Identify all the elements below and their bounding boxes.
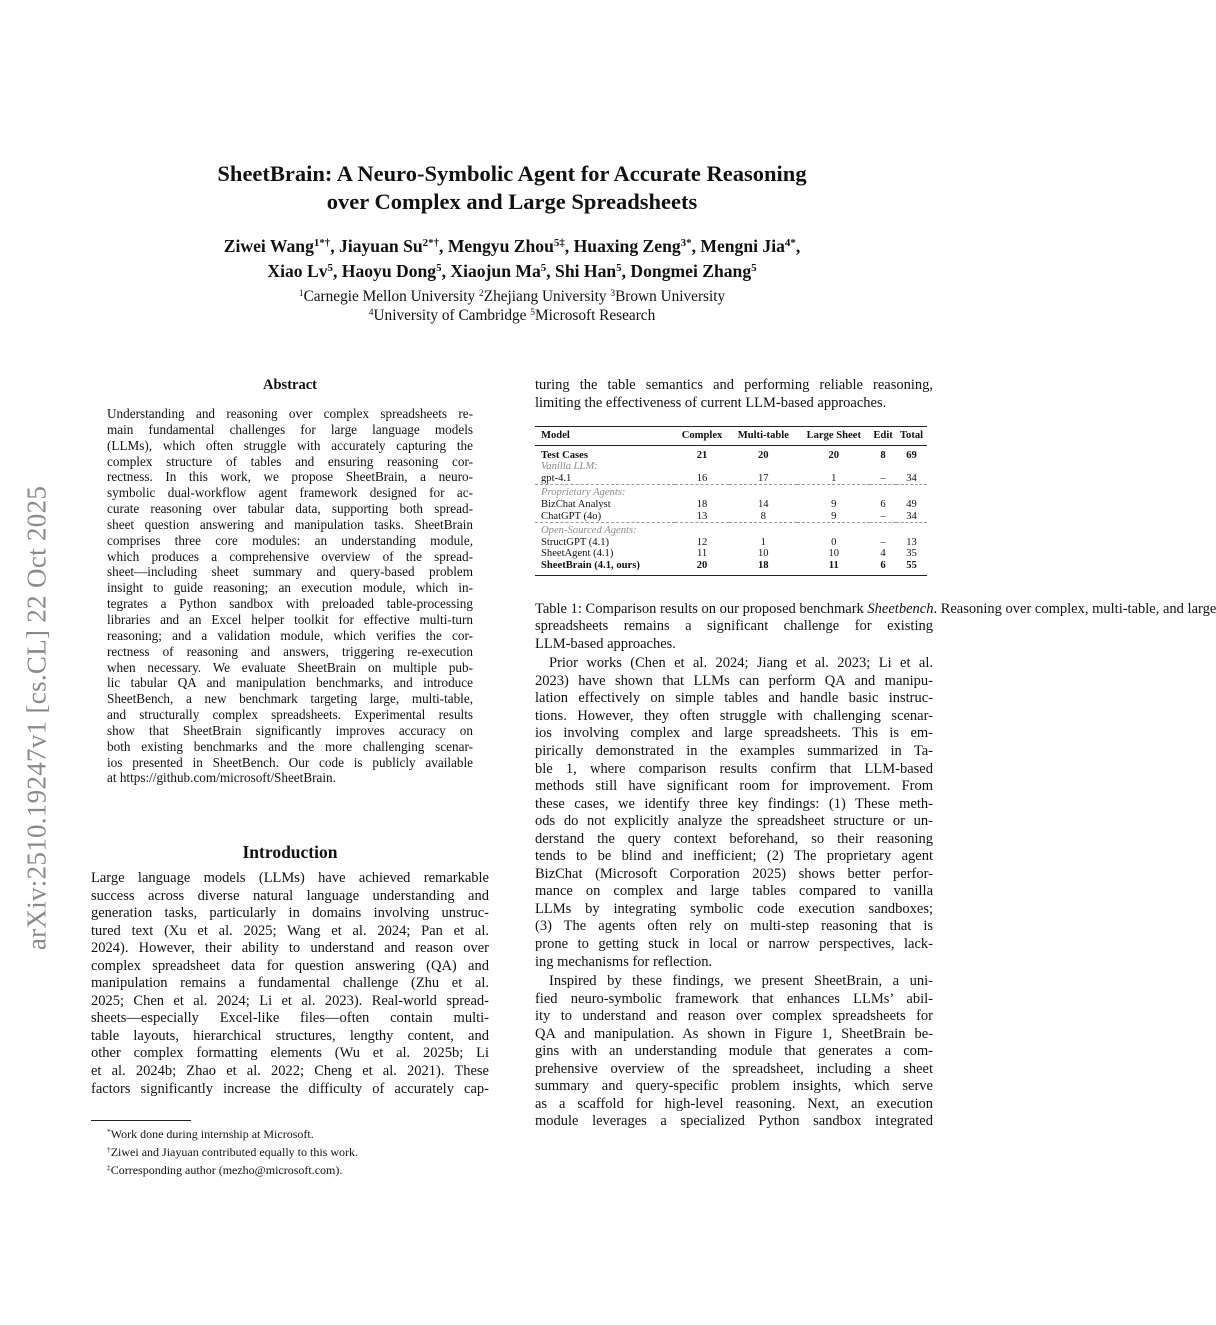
value-cell: 6 xyxy=(870,560,896,575)
value-cell: – xyxy=(880,472,886,484)
affiliation-marker: 2 xyxy=(479,288,484,299)
affiliation-marker: 3 xyxy=(610,288,616,299)
text-line: complex spreadsheet data for question answering (QA) and xyxy=(91,957,489,974)
text-line: sheet question answering and manipulation tasks. SheetBrain xyxy=(107,516,473,532)
value-cell: 34 xyxy=(906,472,917,484)
text-line: other complex formatting elements (Wu et al. 2025b; Li xyxy=(91,1045,489,1062)
value-cell: 9 xyxy=(831,510,837,522)
value-cell: 11 xyxy=(696,548,708,560)
affiliation-name: Microsoft Research xyxy=(535,306,656,324)
table-header-row xyxy=(535,427,927,446)
group-label: Open-Sourced Agents: xyxy=(535,523,927,537)
footnote xyxy=(107,1125,487,1143)
text-line: 2025; Chen et al. 2024; Li et al. 2023). Real-world spread- xyxy=(91,992,489,1009)
continued-paragraph xyxy=(535,377,933,412)
table-row xyxy=(535,548,927,560)
value-cell: 49 xyxy=(906,499,917,511)
caption-prefix: Table 1: Comparison results on our proposed benchmark xyxy=(535,600,864,617)
author-name: Xiao Lv xyxy=(267,261,328,281)
text-line: methods still have significant room for improvement. From xyxy=(535,778,933,795)
text-line: 2023) have shown that LLMs can perform QA and manipu- xyxy=(535,672,933,689)
value-cell: 18 xyxy=(696,499,708,511)
value-cell: 20 xyxy=(758,449,769,461)
arxiv-identifier: arXiv:2510.19247v1 [cs.CL] 22 Oct 2025 xyxy=(21,485,52,951)
footnote-marker: † xyxy=(107,1144,111,1154)
text-line: which produces a comprehensive overview of the spread- xyxy=(107,548,473,564)
group-row xyxy=(535,461,927,473)
author-marker: 5‡ xyxy=(553,237,565,249)
value-cell: 1 xyxy=(831,472,837,484)
text-line: module leverages a specialized Python sandbox integrated xyxy=(535,1113,933,1130)
text-line: and structurally complex spreadsheets. Experimental results xyxy=(107,707,473,723)
value-cell: – xyxy=(880,510,886,522)
text-line: ble 1, where comparison results confirm that LLM-based xyxy=(535,760,933,777)
text-line: turing the table semantics and performing reliable reasoning, xyxy=(535,377,933,393)
text-line: generation tasks, particularly in domains involving unstruc- xyxy=(91,905,489,922)
group-label: Vanilla LLM: xyxy=(541,461,598,473)
text-line: SheetBench, a new benchmark targeting large, multi-table, xyxy=(107,691,473,707)
value-cell: 8 xyxy=(880,449,886,461)
text-line: both existing benchmarks and the more challenging scenar- xyxy=(107,738,473,754)
footnote-text: Ziwei and Jiayuan contributed equally to this work. xyxy=(110,1145,358,1159)
value-cell: 21 xyxy=(696,449,708,461)
author-name: Shi Han xyxy=(555,261,617,281)
table-row xyxy=(535,511,927,523)
value-cell: 10 xyxy=(758,548,769,560)
group-row xyxy=(535,523,927,537)
table-row xyxy=(535,537,927,549)
table-row xyxy=(535,473,927,485)
affiliation-marker: 1 xyxy=(298,288,304,299)
author-list xyxy=(140,234,884,284)
column-header: Large Sheet xyxy=(797,427,870,446)
author-name: Mengni Jia xyxy=(700,236,785,256)
text-line: summary and query-specific problem insights, which serve xyxy=(535,1078,933,1095)
caption-rest: . Reasoning over complex, multi-table, and large xyxy=(933,600,1216,617)
affiliation-marker: 4 xyxy=(368,307,374,318)
author-marker: 4* xyxy=(784,237,796,249)
paper-title xyxy=(140,160,884,216)
text-line: Inspired by these findings, we present SheetBrain, a uni- xyxy=(549,973,933,990)
text-line: LLMs by integrating symbolic code execution sandboxes; xyxy=(535,900,933,917)
text-line: ios presented in SheetBench. Our code is publicly available xyxy=(107,754,473,770)
author-line: Ziwei Wang$^{1*\dagger}$, Jiayuan $Su^{2*\dagger}$, Mengyu Zhou$^{5\ddagger}$, Huaxing Zeng$^{3*}$, Mengni Jia$^{4*}$, xyxy=(223,236,801,256)
value-cell: 11 xyxy=(797,560,870,575)
column-header: Model xyxy=(535,427,675,446)
author-marker: 3* xyxy=(680,237,692,249)
author-name: Mengyu Zhou xyxy=(447,236,554,256)
model-cell: Test Cases xyxy=(541,449,588,461)
text-line: success across diverse natural language understanding and xyxy=(91,887,489,904)
value-cell: 9 xyxy=(831,499,837,511)
author-marker: 1*† xyxy=(313,237,331,249)
footnote-marker: * xyxy=(107,1126,111,1136)
footnote xyxy=(107,1143,487,1161)
value-cell: 55 xyxy=(896,560,927,575)
abstract-body xyxy=(107,406,473,786)
affiliation-list xyxy=(140,288,884,325)
text-line: rectness of reasoning and answers, triggering re-execution xyxy=(107,643,473,659)
model-cell: SheetAgent (4.1) xyxy=(541,548,614,560)
results-table xyxy=(535,426,927,576)
table-caption xyxy=(535,600,1216,654)
table-row xyxy=(535,499,927,511)
column-header: Multi-table xyxy=(729,427,797,446)
table-row xyxy=(535,445,927,461)
text-line: at https://github.com/microsoft/SheetBrain. xyxy=(107,770,336,786)
affiliation-marker: 5 xyxy=(530,307,536,318)
caption-line: LLM-based approaches. xyxy=(535,635,676,652)
footnote xyxy=(107,1161,487,1179)
value-cell: 20 xyxy=(675,560,729,575)
author-marker: 2*† xyxy=(422,237,440,249)
introduction-body xyxy=(91,870,489,1098)
affiliation-name: Brown University xyxy=(615,288,726,305)
author-name: Jiayuan Su xyxy=(339,236,423,256)
footnotes xyxy=(107,1125,487,1179)
text-line: tions. However, they often struggle with challenging scenar- xyxy=(535,707,933,724)
paragraph-prior-works xyxy=(535,655,933,971)
text-line: mance on complex and large tables compared to vanilla xyxy=(535,883,933,900)
text-line: curate reasoning over tabular data, supporting both spread- xyxy=(107,501,473,517)
table-row xyxy=(535,560,927,575)
value-cell: – xyxy=(880,536,886,548)
text-line: Prior works (Chen et al. 2024; Jiang et al. 2023; Li et al. xyxy=(549,655,933,672)
column-header: Total xyxy=(896,427,927,446)
text-line: QA and manipulation. As shown in Figure 1, SheetBrain be- xyxy=(535,1025,933,1042)
text-line: comprises three core modules: an understanding module, xyxy=(107,532,473,548)
footnote-text: Work done during internship at Microsoft. xyxy=(110,1127,314,1141)
footnote-text: Corresponding author (mezho@microsoft.com). xyxy=(110,1163,343,1177)
value-cell: 8 xyxy=(760,510,766,522)
text-line: BizChat (Microsoft Corporation 2025) shows better perfor- xyxy=(535,865,933,882)
text-line: symbolic dual-workflow agent framework designed for ac- xyxy=(107,485,473,501)
text-line: (3) The agents often rely on multi-step reasoning that is xyxy=(535,918,933,935)
value-cell: 0 xyxy=(831,536,837,548)
group-row xyxy=(535,485,927,499)
title-line: over Complex and Large Spreadsheets xyxy=(326,189,698,214)
value-cell: 20 xyxy=(828,449,840,461)
value-cell: 6 xyxy=(880,499,886,511)
value-cell: 14 xyxy=(758,499,769,511)
abstract-section xyxy=(107,377,473,786)
text-line: sheets—especially Excel-like files—often contain multi- xyxy=(91,1010,489,1027)
text-line: table layouts, hierarchical structures, lengthy content, and xyxy=(91,1027,489,1044)
author-name: Haoyu Dong xyxy=(341,261,437,281)
text-line: pirically demonstrated in the examples summarized in Ta- xyxy=(535,743,933,759)
author-marker: 5 xyxy=(751,262,757,274)
value-cell: 12 xyxy=(696,536,708,548)
column-header: Complex xyxy=(675,427,729,446)
text-line: prehensive overview of the spreadsheet, including a sheet xyxy=(535,1060,933,1077)
author-line: Xiao Lv$^5$, Haoyu Dong$^5$, Xiaojun Ma$^5$, Shi Han$^5$, Dongmei Zhang$^5$ xyxy=(267,261,757,281)
caption-italic: Sheetbench xyxy=(867,600,934,617)
title-line: SheetBrain: A Neuro-Symbolic Agent for Accurate Reasoning xyxy=(217,161,807,186)
text-line: sheet—including sheet summary and query-based problem xyxy=(107,564,473,580)
text-line: et al. 2024b; Zhao et al. 2022; Cheng et al. 2021). These xyxy=(91,1063,489,1080)
footnote-rule xyxy=(91,1120,191,1121)
footnote-marker: ‡ xyxy=(107,1162,111,1172)
text-line: reasoning; and a validation module, which verifies the cor- xyxy=(107,627,473,643)
text-line: (LLMs), which often struggle with accurately capturing the xyxy=(107,437,473,453)
text-line: when necessary. We evaluate SheetBrain on multiple pub- xyxy=(107,659,473,675)
text-line: factors significantly increase the difficulty of accurately cap- xyxy=(91,1080,489,1097)
value-cell: 1 xyxy=(760,536,766,548)
author-name: Ziwei Wang xyxy=(223,236,314,256)
text-line: Large language models (LLMs) have achieved remarkable xyxy=(91,870,489,886)
text-line: tends to be blind and inefficient; (2) The proprietary agent xyxy=(535,848,933,865)
text-line: limiting the effectiveness of current LLM-based approaches. xyxy=(535,394,887,411)
text-line: ios involving complex and large spreadsheets. This is em- xyxy=(535,725,933,742)
text-line: as a scaffold for high-level reasoning. Next, an execution xyxy=(535,1095,933,1112)
author-name: Dongmei Zhang xyxy=(630,261,752,281)
text-line: manipulation remains a fundamental challenge (Zhu et al. xyxy=(91,975,489,992)
author-marker: 5 xyxy=(616,262,622,274)
value-cell: 35 xyxy=(906,548,917,560)
text-line: ing mechanisms for reflection. xyxy=(535,953,713,970)
model-cell: BizChat Analyst xyxy=(541,499,611,511)
right-column xyxy=(535,377,1216,1131)
text-line: fied neuro-symbolic framework that enhances LLMs’ abil- xyxy=(535,990,933,1007)
model-cell: ChatGPT (4o) xyxy=(541,510,602,522)
text-line: main fundamental challenges for large language models xyxy=(107,421,473,437)
value-cell: 13 xyxy=(906,536,917,548)
text-line: rectness. In this work, we propose SheetBrain, a neuro- xyxy=(107,469,473,485)
text-line: show that SheetBrain significantly improves accuracy on xyxy=(107,722,473,738)
text-line: these cases, we identify three key findings: (1) These meth- xyxy=(535,795,933,812)
introduction-section xyxy=(91,841,489,1098)
value-cell: 10 xyxy=(828,548,840,560)
value-cell: 34 xyxy=(906,510,917,522)
model-cell: StructGPT (4.1) xyxy=(541,536,610,548)
paragraph-inspired xyxy=(535,973,933,1131)
value-cell: 17 xyxy=(758,472,769,484)
text-line: lic tabular QA and manipulation benchmarks, and introduce xyxy=(107,675,473,691)
caption-line xyxy=(535,600,1216,619)
affiliation-name: Zhejiang University xyxy=(483,288,607,305)
results-table-wrapper xyxy=(535,426,927,576)
text-line: ity to understand and reason over complex spreadsheets for xyxy=(535,1008,933,1025)
text-line: tured text (Xu et al. 2025; Wang et al. 2024; Pan et al. xyxy=(91,922,489,939)
model-cell: gpt-4.1 xyxy=(541,472,572,484)
group-label: Proprietary Agents: xyxy=(535,485,927,499)
text-line: tegrates a Python sandbox with preloaded table-processing xyxy=(107,596,473,612)
model-cell: SheetBrain (4.1, ours) xyxy=(535,560,675,575)
text-line: prone to getting stuck in local or narrow perspectives, lack- xyxy=(535,936,933,953)
value-cell: 18 xyxy=(729,560,797,575)
value-cell: 69 xyxy=(906,449,917,461)
text-line: Understanding and reasoning over complex spreadsheets re- xyxy=(107,406,473,421)
value-cell: 4 xyxy=(880,548,886,560)
text-line: insight to guide reasoning; an execution module, which in- xyxy=(107,580,473,596)
text-line: gins with an understanding module that generates a com- xyxy=(535,1043,933,1060)
author-marker: 5 xyxy=(540,262,547,274)
text-line: derstand the query context beforehand, so their reasoning xyxy=(535,830,933,847)
author-name: Xiaojun Ma xyxy=(450,261,541,281)
text-line: ods do not explicitly analyze the spreadsheet structure or un- xyxy=(535,813,933,830)
introduction-heading: Introduction xyxy=(242,842,338,862)
affiliation-line xyxy=(140,288,884,307)
author-name: Huaxing Zeng xyxy=(573,236,681,256)
affiliation-line xyxy=(140,307,884,326)
value-cell: 13 xyxy=(696,510,708,522)
author-marker: 5 xyxy=(436,262,442,274)
text-line: libraries and an Excel helper toolkit for effective multi-turn xyxy=(107,611,473,627)
value-cell: 16 xyxy=(696,472,708,484)
text-line: lation effectively on simple tables and handle basic instruc- xyxy=(535,690,933,707)
text-line: 2024). However, their ability to understand and reason over xyxy=(91,940,489,957)
author-marker: 5 xyxy=(327,262,333,274)
affiliation-name: University of Cambridge xyxy=(373,306,527,324)
caption-line: spreadsheets remains a significant challenge for existing xyxy=(535,618,933,635)
abstract-heading: Abstract xyxy=(263,377,317,393)
column-header: Edit xyxy=(870,427,896,446)
affiliation-name: Carnegie Mellon University xyxy=(303,288,476,305)
text-line: complex structure of tables and ensuring reasoning cor- xyxy=(107,453,473,469)
